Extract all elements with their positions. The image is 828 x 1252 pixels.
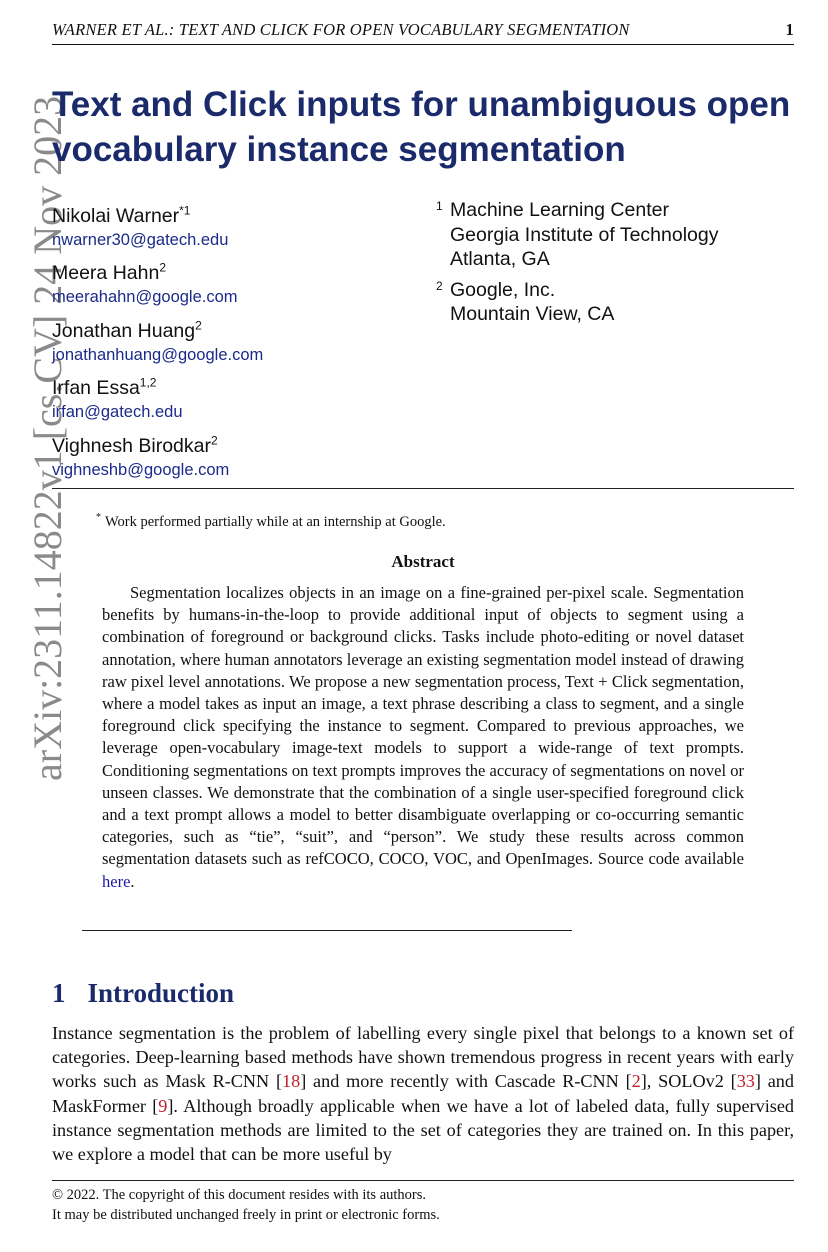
section-number: 1 — [52, 978, 66, 1008]
divider — [82, 930, 572, 931]
running-header — [52, 20, 794, 45]
author-entry — [52, 197, 412, 251]
citation-link[interactable]: 18 — [282, 1071, 301, 1092]
paper-title: Text and Click inputs for unambiguous open vocabulary instance segmentation — [52, 85, 791, 169]
divider — [52, 1180, 794, 1181]
author-email[interactable]: nwarner30@gatech.edu — [52, 230, 229, 249]
page-number: 1 — [785, 20, 794, 39]
author-entry — [52, 370, 412, 424]
citation-link[interactable]: 33 — [736, 1071, 755, 1092]
author-name: Jonathan Huang$^2$ — [52, 318, 202, 342]
divider — [52, 488, 794, 489]
affiliation-entry: 2 Google, Inc. Mountain View, CA — [436, 278, 615, 325]
copyright-notice: © 2022. The copyright of this document resides with its authors. It may be distributed unchanged freely in print or electronic forms. — [52, 1187, 440, 1223]
arxiv-side-stamp: arXiv:2311.14822v1 [cs.CV] 24 Nov 2023 — [25, 95, 70, 781]
author-email[interactable]: vighneshb@google.com — [52, 460, 230, 479]
author-email[interactable]: meerahahn@google.com — [52, 288, 238, 306]
citation-link[interactable]: 9 — [158, 1095, 168, 1116]
footnote: * Work performed partially while at an internship at Google. — [96, 512, 446, 530]
author-email[interactable]: irfan@gatech.edu — [52, 403, 183, 421]
author-name: Nikolai Warner$^{*1}$ — [52, 203, 191, 227]
affiliation-list — [436, 198, 806, 333]
author-list — [52, 197, 412, 485]
section-title: Introduction — [87, 978, 235, 1008]
affiliation-entry: 1 Machine Learning Center Georgia Institute of Technology Atlanta, GA — [436, 199, 719, 270]
author-email[interactable]: jonathanhuang@google.com — [52, 345, 264, 364]
section-heading — [52, 978, 234, 1009]
abstract-heading: Abstract — [391, 552, 455, 571]
author-entry — [52, 312, 412, 366]
introduction-paragraph: Instance segmentation is the problem of labelling every single pixel that belongs to a known set of categories. Deep-learning based methods have shown tremendous progress in recent years with early works such as Mask R-CNN [18] and more recently with Cascade R-CNN [2], SOLOv2 [33] and MaskFormer [9]. Although broadly applicable when we have a lot of labeled data, fully supervised instance segmentation methods are limited to the set of categories they are trained on. In this paper, we explore a model that can be more useful by — [52, 1023, 794, 1165]
running-title: WARNER ET AL.: TEXT AND CLICK FOR OPEN VOCABULARY SEGMENTATION — [52, 20, 630, 39]
citation-link[interactable]: 2 — [631, 1071, 641, 1092]
author-entry — [52, 427, 412, 481]
author-name: Vighnesh Birodkar$^2$ — [52, 433, 218, 457]
abstract-text: Segmentation localizes objects in an image on a fine-grained per-pixel scale. Segmentation benefits by humans-in-the-loop to provide additional input of objects to segment using a combination of foreground or background clicks. Tasks include photo-editing or novel dataset annotation, where human annotators leverage an existing segmentation model instead of drawing raw pixel level annotations. We propose a new segmentation process, Text + Click segmentation, where a model takes as input an image, a text phrase describing a class to segment, and a single foreground click specifying the instance to segment. Compared to previous approaches, we leverage open-vocabulary image-text models to support a wide-range of text prompts. Conditioning segmentations on text prompts improves the accuracy of segmentations on novel or unseen classes. We demonstrate that the combination of a single user-specified foreground click and a text prompt allows a model to better disambiguate overlapping or co-occurring semantic categories, such as “tie”, “suit”, and “person”. We study these results across common segmentation datasets such as refCOCO, COCO, VOC, and OpenImages. Source code available here. — [102, 583, 744, 891]
source-code-link[interactable]: here — [102, 871, 131, 891]
author-entry — [52, 255, 412, 309]
author-name: Irfan Essa$^{1,2}$ — [52, 375, 157, 399]
author-name: Meera Hahn$^2$ — [52, 260, 166, 284]
